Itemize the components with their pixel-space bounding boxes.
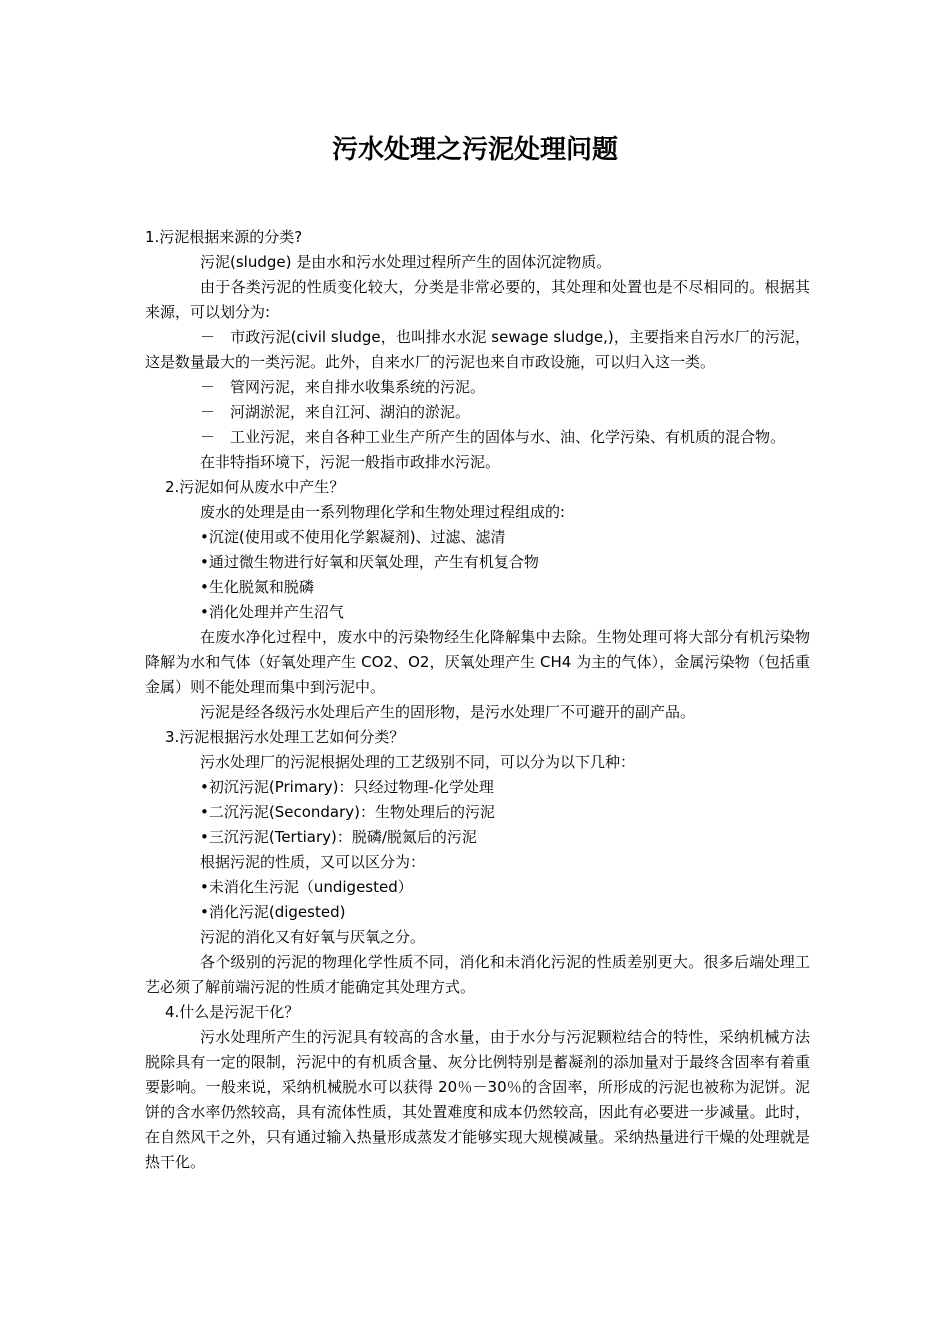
paragraph: 根据污泥的性质，又可以区分为： <box>200 853 426 871</box>
bullet-item: •三沉污泥(Tertiary)：脱磷/脱氮后的污泥 <box>200 828 477 846</box>
paragraph: 污水处理所产生的污泥具有较高的含水量，由于水分与污泥颗粒结合的特性，采纳机械方法脱除具有一定的限制，污泥中的有机质含量、灰分比例特别是蓄凝剂的添加量对于最终含固率有着重要影响。一般来说，采纳机械脱水可以获得 20％－30％的含固率，所形成的污泥也被称为泥饼。泥饼的含水率仍然较高，具有流体性质，其处置难度和成本仍然较高，因此有必要进一步减量。此时，在自然风干之外，只有通过输入热量形成蒸发才能够实现大规模减量。采纳热量进行干燥的处理就是热干化。 <box>145 1028 810 1171</box>
bullet-item: •沉淀(使用或不使用化学絮凝剂)、过滤、滤清 <box>200 528 506 546</box>
section-heading-3: 3.污泥根据污水处理工艺如何分类？ <box>165 728 405 746</box>
bullet-item: •消化污泥(digested) <box>200 903 346 921</box>
bullet-item: •初沉污泥(Primary)：只经过物理-化学处理 <box>200 778 494 796</box>
paragraph: 污泥是经各级污水处理后产生的固形物，是污水处理厂不可避开的副产品。 <box>200 703 696 721</box>
list-item: － 市政污泥(civil sludge，也叫排水水泥 sewage sludge,)，主要指来自污水厂的污泥，这是数量最大的一类污泥。此外，自来水厂的污泥也来自市政设施，可以归入这一类。 <box>145 328 810 371</box>
bullet-item: •生化脱氮和脱磷 <box>200 578 314 596</box>
paragraph: 污泥(sludge) 是由水和污水处理过程所产生的固体沉淀物质。 <box>200 253 612 271</box>
document-body <box>145 225 810 1175</box>
paragraph: 由于各类污泥的性质变化较大，分类是非常必要的，其处理和处置也是不尽相同的。根据其来源，可以划分为: <box>145 278 810 321</box>
paragraph: 在非特指环境下，污泥一般指市政排水污泥。 <box>200 453 501 471</box>
bullet-item: •消化处理并产生沼气 <box>200 603 344 621</box>
bullet-item: •未消化生污泥（undigested） <box>200 878 413 896</box>
section-heading-4: 4.什么是污泥干化？ <box>165 1003 300 1021</box>
section-heading-1: 1.污泥根据来源的分类? <box>145 228 303 246</box>
section-heading-2: 2.污泥如何从废水中产生？ <box>165 478 345 496</box>
list-item: － 河湖淤泥，来自江河、湖泊的淤泥。 <box>200 403 471 421</box>
paragraph: 在废水净化过程中，废水中的污染物经生化降解集中去除。生物处理可将大部分有机污染物降解为水和气体（好氧处理产生 CO2、O2，厌氧处理产生 CH4 为主的气体），金属污染物（包括重金属）则不能处理而集中到污泥中。 <box>145 628 810 696</box>
paragraph: 污水处理厂的污泥根据处理的工艺级别不同，可以分为以下几种： <box>200 753 636 771</box>
bullet-item: •通过微生物进行好氧和厌氧处理，产生有机复合物 <box>200 553 539 571</box>
paragraph: 污泥的消化又有好氧与厌氧之分。 <box>200 928 426 946</box>
list-item: － 管网污泥，来自排水收集系统的污泥。 <box>200 378 486 396</box>
list-item: － 工业污泥，来自各种工业生产所产生的固体与水、油、化学污染、有机质的混合物。 <box>200 428 786 446</box>
bullet-item: •二沉污泥(Secondary)：生物处理后的污泥 <box>200 803 495 821</box>
paragraph: 废水的处理是由一系列物理化学和生物处理过程组成的: <box>200 503 566 521</box>
document-title: 污水处理之污泥处理问题 <box>331 135 618 165</box>
paragraph: 各个级别的污泥的物理化学性质不同，消化和未消化污泥的性质差别更大。很多后端处理工艺必须了解前端污泥的性质才能确定其处理方式。 <box>145 953 810 996</box>
